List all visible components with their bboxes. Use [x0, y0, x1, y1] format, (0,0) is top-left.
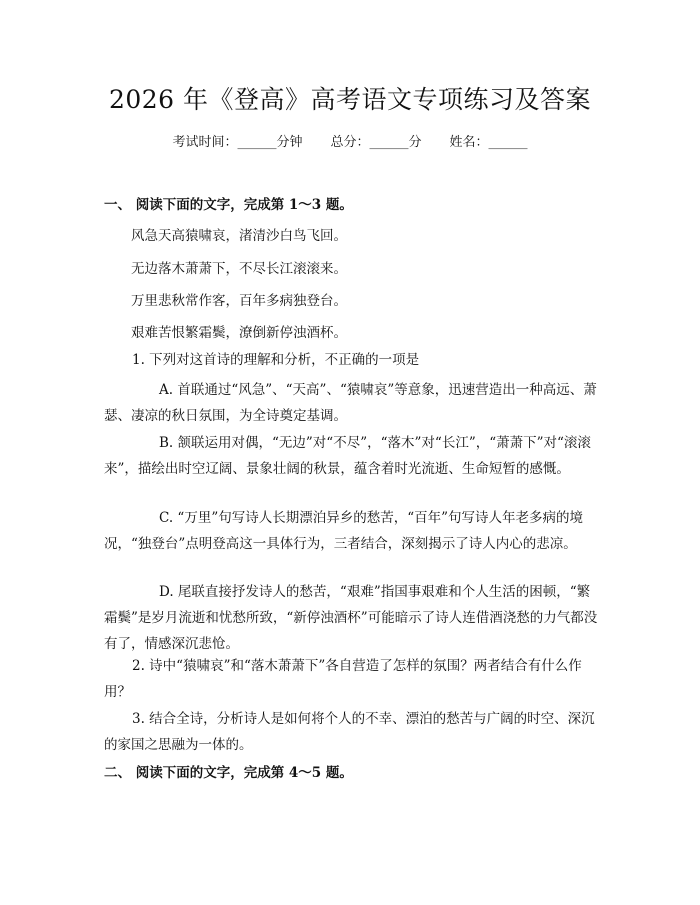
question-1-stem: 1. 下列对这首诗的理解和分析，不正确的一项是 — [132, 352, 420, 368]
poem-line-2: 无边落木萧萧下，不尽长江滚滚来。 — [131, 261, 347, 277]
poem-line-4: 艰难苦恨繁霜鬓，潦倒新停浊酒杯。 — [131, 325, 347, 341]
poem-line-1: 风急天高猿啸哀，渚清沙白鸟飞回。 — [131, 228, 347, 244]
page-title: 2026 年《登高》高考语文专项练习及答案 — [108, 85, 592, 114]
student-name-field: 姓名：______ — [449, 135, 528, 150]
question-1-option-d: D. 尾联直接抒发诗人的愁苦，“艰难”指国事艰难和个人生活的困顿，“繁霜鬓”是岁月流逝和忧愁所致，“新停浊酒杯”可能暗示了诗人连借酒浇愁的力气都没有了，情感深沉悲怆。 — [104, 584, 598, 652]
question-1-option-a: A. 首联通过“风急”、“天高”、“猿啸哀”等意象，迅速营造出一种高远、萧瑟、凄凉的秋日氛围，为全诗奠定基调。 — [104, 382, 597, 424]
poem-line-3: 万里悲秋常作客，百年多病独登台。 — [131, 293, 347, 309]
exam-info-line — [0, 131, 700, 150]
exam-time-field: 考试时间：______分钟 — [172, 135, 303, 150]
question-1-option-b: B. 颔联运用对偶，“无边”对“不尽”，“落木”对“长江”，“萧萧下”对“滚滚来”，描绘出时空辽阔、景象壮阔的秋景，蕴含着时光流逝、生命短暂的感慨。 — [104, 435, 591, 477]
total-score-field: 总分：______分 — [330, 135, 422, 150]
question-1-option-c: C. “万里”句写诗人长期漂泊异乡的愁苦，“百年”句写诗人年老多病的境况，“独登台”点明登高这一具体行为，三者结合，深刻揭示了诗人内心的悲凉。 — [104, 510, 584, 552]
question-2: 2. 诗中“猿啸哀”和“落木萧萧下”各自营造了怎样的氛围？两者结合有什么作用？ — [104, 658, 582, 700]
section-heading-1: 一、 阅读下面的文字，完成第 1～3 题。 — [104, 197, 353, 213]
question-3: 3. 结合全诗，分析诗人是如何将个人的不幸、漂泊的愁苦与广阔的时空、深沉的家国之思融为一体的。 — [104, 711, 595, 753]
section-heading-2: 二、 阅读下面的文字，完成第 4～5 题。 — [104, 765, 353, 781]
